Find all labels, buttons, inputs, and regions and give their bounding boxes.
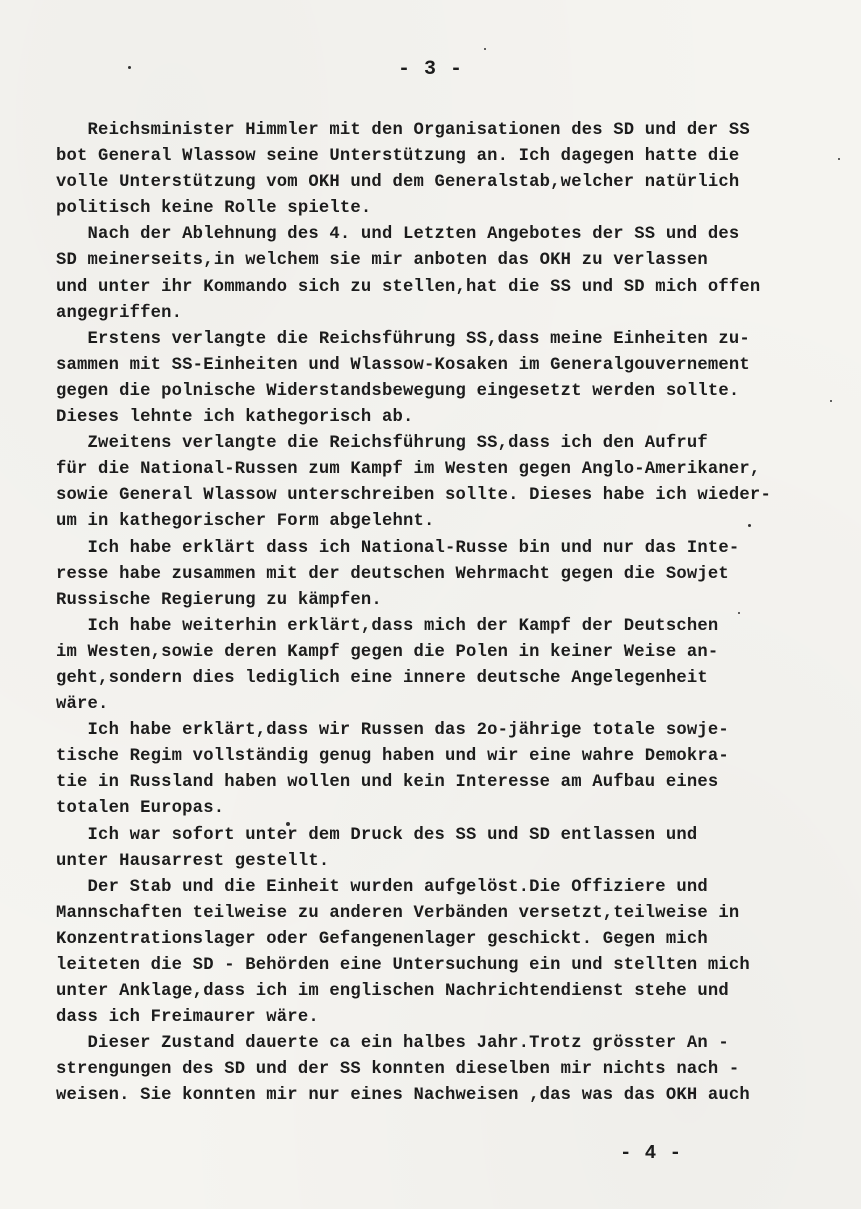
text-line: strengungen des SD und der SS konnten dieselben mir nichts nach - — [56, 1060, 740, 1080]
text-line: sowie General Wlassow unterschreiben sollte. Dieses habe ich wieder- — [56, 486, 771, 506]
text-line: politisch keine Rolle spielte. — [56, 199, 372, 219]
text-line: weisen. Sie konnten mir nur eines Nachweisen ,das was das OKH auch — [56, 1086, 750, 1106]
text-line: um in kathegorischer Form abgelehnt. — [56, 512, 435, 532]
scan-speck — [838, 158, 840, 160]
text-line: Mannschaften teilweise zu anderen Verbänden versetzt,teilweise in — [56, 903, 740, 923]
text-line: unter Anklage,dass ich im englischen Nachrichtendienst stehe und — [56, 982, 729, 1002]
text-line: tie in Russland haben wollen und kein Interesse am Aufbau eines — [56, 773, 719, 793]
text-line: und unter ihr Kommando sich zu stellen,hat die SS und SD mich offen — [56, 277, 761, 297]
text-line: SD meinerseits,in welchem sie mir anboten das OKH zu verlassen — [56, 251, 708, 271]
text-line: totalen Europas. — [56, 799, 225, 819]
scan-speck — [830, 400, 832, 402]
text-line: leiteten die SD - Behörden eine Untersuchung ein und stellten mich — [56, 956, 750, 975]
text-line: geht,sondern dies lediglich eine innere deutsche Angelegenheit — [56, 668, 708, 688]
text-line: Dieser Zustand dauerte ca ein halbes Jahr.Trotz grösster An - — [56, 1034, 729, 1054]
page-number-top: - 3 - — [397, 58, 463, 81]
text-line: unter Hausarrest gestellt. — [56, 851, 330, 871]
text-line: wäre. — [56, 695, 109, 715]
text-line: Dieses lehnte ich kathegorisch ab. — [56, 408, 414, 428]
text-line: für die National-Russen zum Kampf im Westen gegen Anglo-Amerikaner, — [56, 460, 761, 480]
scan-speck — [738, 612, 740, 614]
text-line: Reichsminister Himmler mit den Organisationen des SD und der SS — [56, 121, 750, 140]
text-line: Konzentrationslager oder Gefangenenlager geschickt. Gegen mich — [56, 929, 708, 949]
text-line: Der Stab und die Einheit wurden aufgelöst.Die Offiziere und — [56, 877, 708, 897]
scan-speck — [286, 822, 290, 826]
text-line: Erstens verlangte die Reichsführung SS,dass meine Einheiten zu- — [56, 329, 750, 349]
text-line: gegen die polnische Widerstandsbewegung eingesetzt werden sollte. — [56, 381, 740, 401]
text-line: sammen mit SS-Einheiten und Wlassow-Kosaken im Generalgouvernement — [56, 355, 750, 375]
text-line: volle Unterstützung vom OKH und dem Generalstab,welcher natürlich — [56, 173, 740, 193]
text-line: Ich war sofort unter dem Druck des SS und SD entlassen und — [56, 825, 698, 845]
page-number-bottom: - 4 - — [620, 1142, 683, 1164]
scan-speck — [128, 66, 131, 69]
text-line: angegriffen. — [56, 303, 183, 323]
scan-speck — [748, 524, 751, 527]
body-text — [56, 118, 856, 1110]
text-line: Nach der Ablehnung des 4. und Letzten Angebotes der SS und des — [56, 225, 740, 245]
text-line: Ich habe weiterhin erklärt,dass mich der Kampf der Deutschen — [56, 616, 719, 636]
text-line: Ich habe erklärt,dass wir Russen das 2o-jährige totale sowje- — [56, 721, 729, 741]
text-line: dass ich Freimaurer wäre. — [56, 1008, 319, 1028]
text-line: Ich habe erklärt dass ich National-Russe bin und nur das Inte- — [56, 538, 740, 558]
text-line: Russische Regierung zu kämpfen. — [56, 590, 382, 610]
text-line: im Westen,sowie deren Kampf gegen die Polen in keiner Weise an- — [56, 642, 719, 662]
text-line: Zweitens verlangte die Reichsführung SS,dass ich den Aufruf — [56, 434, 708, 454]
text-line: bot General Wlassow seine Unterstützung an. Ich dagegen hatte die — [56, 147, 740, 167]
text-line: tische Regim vollständig genug haben und wir eine wahre Demokra- — [56, 747, 729, 767]
scan-speck — [484, 48, 486, 50]
text-line: resse habe zusammen mit der deutschen Wehrmacht gegen die Sowjet — [56, 564, 729, 584]
